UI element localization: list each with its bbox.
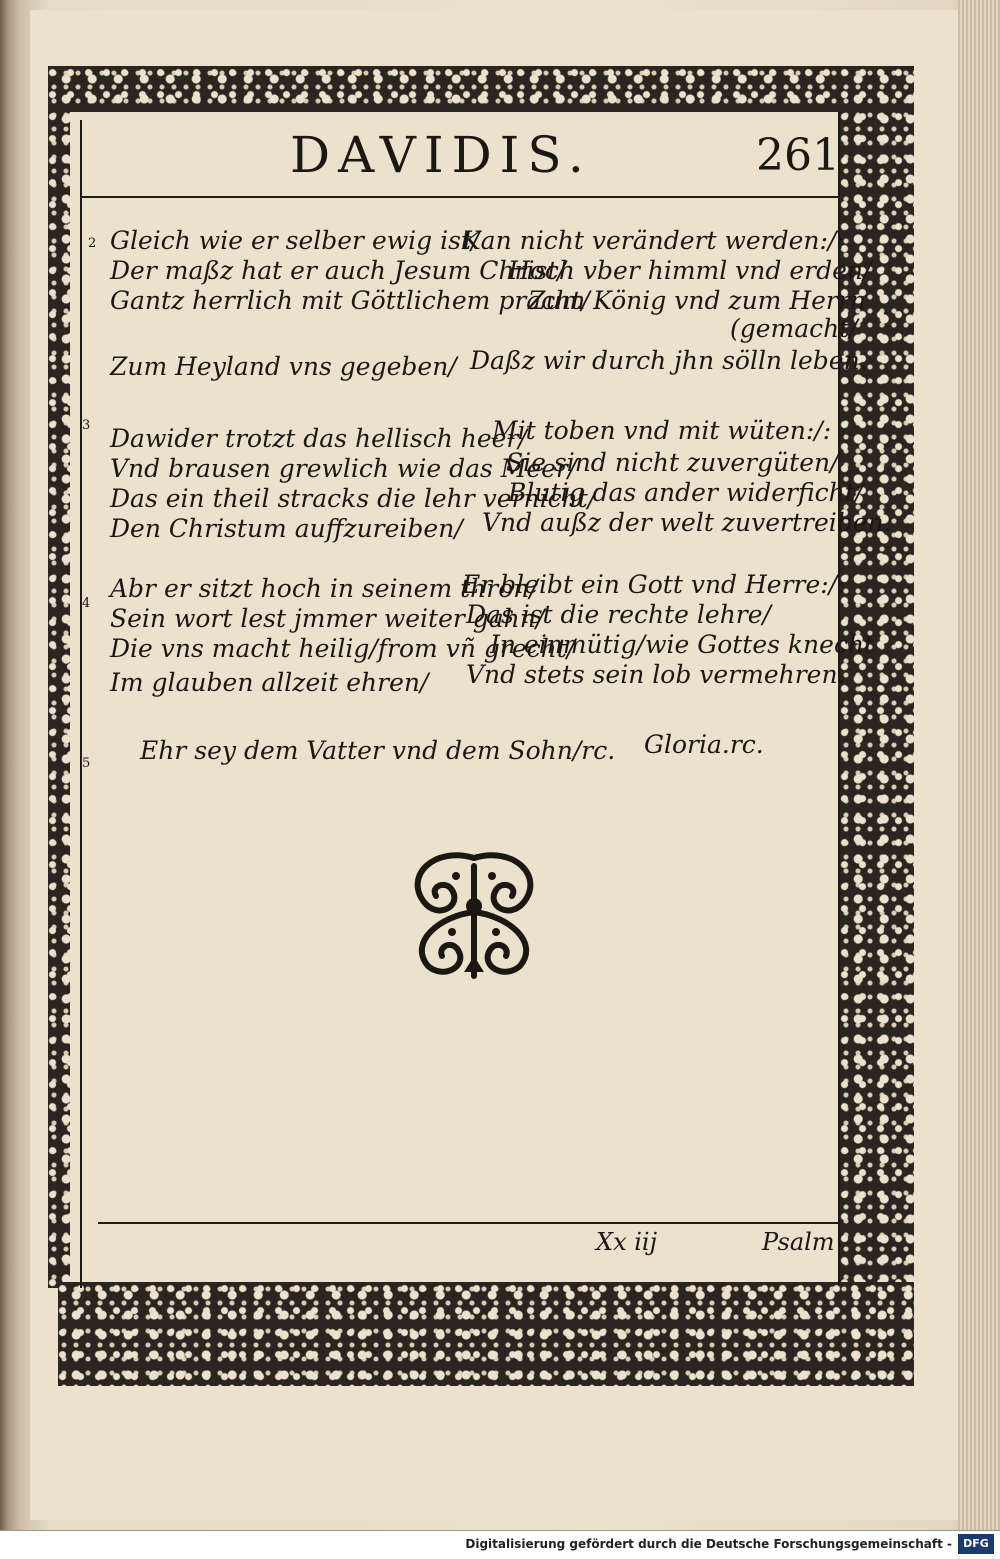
ornamental-border-top — [48, 66, 914, 112]
verse-line-left: Sein wort lest jmmer weiter gahn/ — [110, 604, 545, 633]
verse-line-right: Mit toben vnd mit wüten:/: — [492, 416, 832, 445]
verse-line-right: Vnd stets sein lob vermehren. — [466, 660, 846, 689]
verse-line-right: Blutig das ander widerficht/ — [508, 478, 864, 507]
verse-line-right: Zum König vnd zum Herrn — [528, 286, 866, 315]
fleuron-ornament — [394, 846, 554, 982]
verse-line-left: Gantz herrlich mit Göttlichem pracht/ — [110, 286, 590, 315]
head-rule — [80, 196, 840, 198]
verse-line-runover: (gemacht/ — [730, 314, 858, 343]
digitization-note: Digitalisierung gefördert durch die Deutsche Forschungsgemeinschaft - — [465, 1537, 952, 1551]
verse-line-right: Das ist die rechte lehre/ — [466, 600, 771, 629]
verse-line-right: Vnd außz der welt zuvertreiben. — [482, 508, 892, 537]
verse-line-right: Kan nicht verändert werden:/: — [462, 226, 845, 255]
verse-line-right: Sie sind nicht zuvergüten/ — [506, 448, 839, 477]
verse-line-right: Daßz wir durch jhn sölln leben. — [470, 346, 868, 375]
verse-line-left: Dawider trotzt das hellisch heer/ — [110, 424, 527, 453]
ornamental-border-left — [48, 66, 70, 1288]
verse-line-left: Zum Heyland vns gegeben/ — [110, 352, 457, 381]
verse-line-left: Ehr sey dem Vatter vnd dem Sohn/rc. — [140, 736, 616, 765]
foot-rule — [98, 1222, 840, 1224]
verse-line-left: Der maßz hat er auch Jesum Christ/ — [110, 256, 566, 285]
verse-line-left: Abr er sitzt hoch in seinem thron/ — [110, 574, 538, 603]
verse-line-right: Gloria.rc. — [644, 730, 764, 759]
verse-line-left: Gleich wie er selber ewig ist/ — [110, 226, 480, 255]
page-edges-stack — [958, 0, 1000, 1530]
ornamental-border-bottom — [58, 1282, 914, 1386]
verse-line-right: Er bleibt ein Gott vnd Herre:/: — [462, 570, 846, 599]
stanza-number: 4 — [82, 596, 91, 611]
running-head: DAVIDIS. — [290, 126, 592, 184]
verse-line-left: Den Christum auffzureiben/ — [110, 514, 463, 543]
verse-line-left: Vnd brausen grewlich wie das Meer/ — [110, 454, 577, 483]
verse-line-right: In einmütig/wie Gottes knecht — [490, 630, 875, 659]
catchword: Psalm — [762, 1228, 835, 1256]
frame-rule-left — [80, 120, 82, 1288]
verse-line-left: Das ein theil stracks die lehr vernicht/ — [110, 484, 597, 513]
verse-line-left: Die vns macht heilig/from vñ grecht/ — [110, 634, 576, 663]
verse-line-right: Hoch vber himml vnd erden/ — [508, 256, 872, 285]
stanza-number: 3 — [82, 418, 91, 433]
dfg-logo[interactable]: DFG — [958, 1534, 994, 1554]
verse-line-left: Im glauben allzeit ehren/ — [110, 668, 429, 697]
stanza-number: 5 — [82, 756, 91, 771]
stanza-number: 2 — [88, 236, 97, 251]
signature-mark: Xx iij — [596, 1228, 658, 1256]
page-number: 261 — [756, 130, 840, 181]
